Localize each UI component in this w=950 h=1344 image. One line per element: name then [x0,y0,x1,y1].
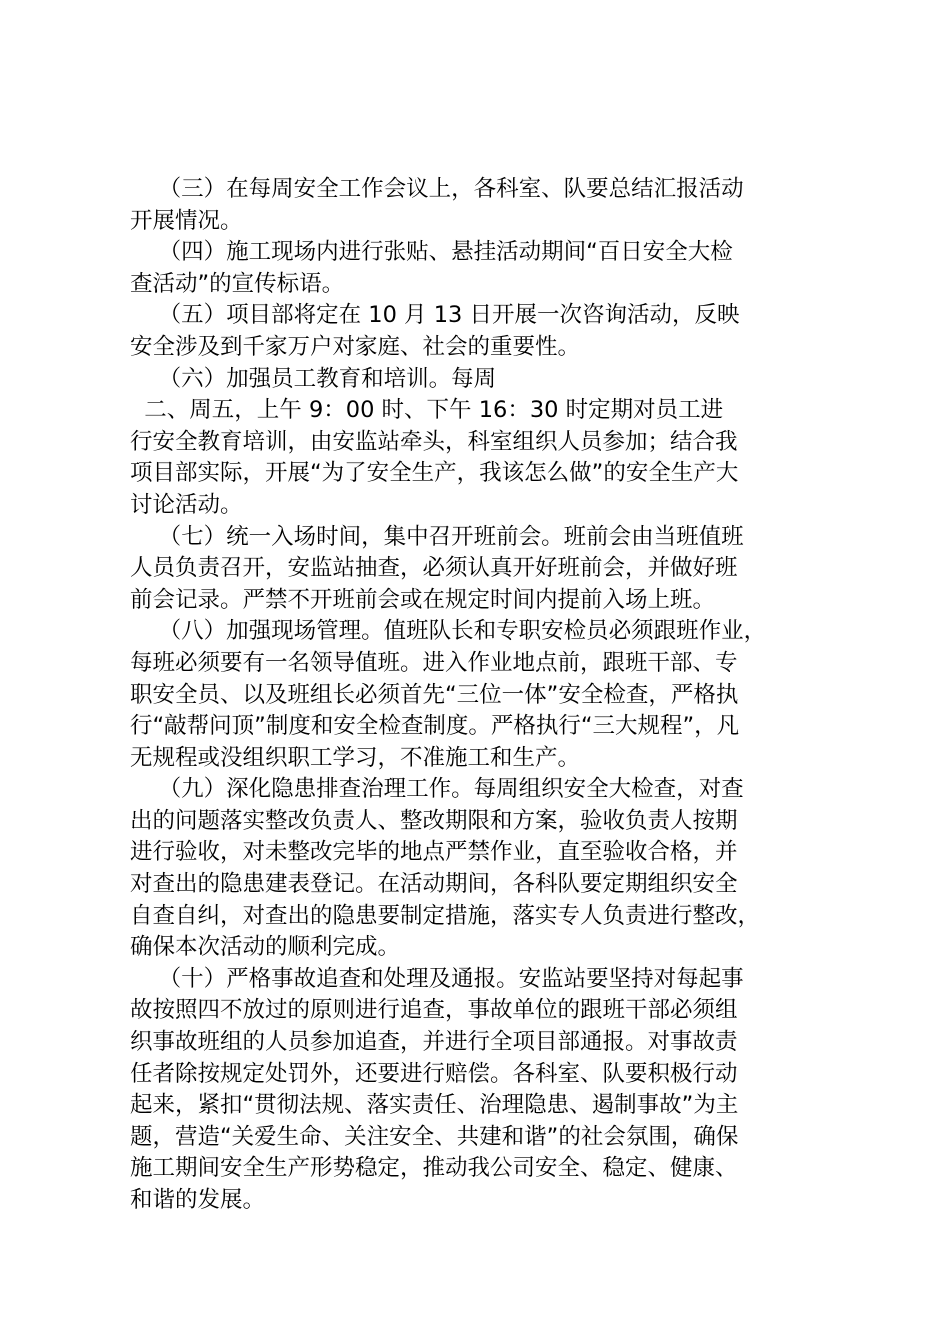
text-line: （五）项目部将定在 10 月 13 日开展一次咨询活动，反映 [130,302,740,329]
text-line: 行安全教育培训，由安监站牵头，科室组织人员参加；结合我 [130,428,738,455]
text-line: （十）严格事故追查和处理及通报。安监站要坚持对每起事 [130,965,744,992]
text-line: 进行验收，对未整改完毕的地点严禁作业，直至验收合格，并 [130,839,738,866]
text-line: 和谐的发展。 [130,1187,266,1213]
text-line: 开展情况。 [130,207,243,234]
text-line: 确保本次活动的顺利完成。 [130,934,401,961]
text-line: 施工期间安全生产形势稳定，推动我公司安全、稳定、健康、 [130,1155,738,1182]
text-line: （三）在每周安全工作会议上，各科室、队要总结汇报活动 [130,176,744,202]
text-line: 查活动”的宣传标语。 [130,270,345,297]
text-line: 织事故班组的人员参加追查，并进行全项目部通报。对事故责 [130,1029,738,1056]
text-line: 起来，紧扣“贯彻法规、落实责任、治理隐患、遏制事故”为主 [130,1092,739,1119]
text-line: 出的问题落实整改负责人、整改期限和方案，验收负责人按期 [130,807,738,834]
text-line: 二、周五，上午 9：00 时、下午 16：30 时定期对员工进 [130,397,724,424]
text-line: 前会记录。严禁不开班前会或在规定时间内提前入场上班。 [130,586,716,613]
text-line: 题，营造“关爱生命、关注安全、共建和谐”的社会氛围，确保 [130,1123,739,1150]
text-line: （八）加强现场管理。值班队长和专职安检员必须跟班作业， [130,618,767,645]
text-line: （九）深化隐患排查治理工作。每周组织安全大检查，对查 [130,776,744,803]
text-line: 讨论活动。 [130,491,243,518]
text-line: 无规程或没组织职工学习，不准施工和生产。 [130,744,581,771]
text-line: 自查自纠，对查出的隐患要制定措施，落实专人负责进行整改， [130,902,761,929]
text-line: 行“敲帮问顶”制度和安全检查制度。严格执行“三大规程”，凡 [130,713,740,740]
text-line: 故按照四不放过的原则进行追查，事故单位的跟班干部必须组 [130,997,738,1024]
text-line: 职安全员、以及班组长必须首先“三位一体”安全检查，严格执 [130,681,739,708]
text-line: 每班必须要有一名领导值班。进入作业地点前，跟班干部、专 [130,649,738,676]
text-line: 对查出的隐患建表登记。在活动期间，各科队要定期组织安全 [130,871,738,898]
text-line: （四）施工现场内进行张贴、悬挂活动期间“百日安全大检 [130,239,733,266]
text-line: （六）加强员工教育和培训。每周 [130,365,497,392]
text-line: 人员负责召开，安监站抽查，必须认真开好班前会，并做好班 [130,555,738,582]
text-line: 安全涉及到千家万户对家庭、社会的重要性。 [130,333,581,360]
document-body [130,174,842,1217]
text-line: 项目部实际，开展“为了安全生产，我该怎么做”的安全生产大 [130,460,739,487]
text-line: （七）统一入场时间，集中召开班前会。班前会由当班值班 [130,523,744,550]
text-line: 任者除按规定处罚外，还要进行赔偿。各科室、队要积极行动 [130,1060,738,1087]
